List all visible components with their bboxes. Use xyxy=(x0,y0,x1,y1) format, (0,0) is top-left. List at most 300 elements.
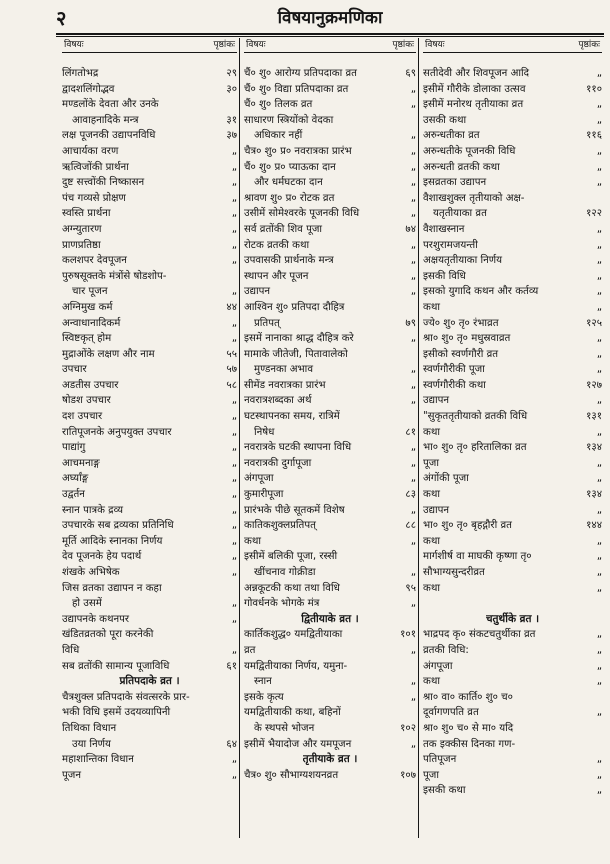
entry-subject: पतिपूजन xyxy=(423,754,457,766)
entry-subject: चैत्र० शु० प्र० नवरात्रका प्रारंभ xyxy=(244,145,352,157)
index-entry xyxy=(244,721,416,737)
entry-subject: अन्वाधानादिकर्म xyxy=(62,317,121,329)
entry-subject: प्रतिपत् xyxy=(254,317,280,329)
entry-page: „ xyxy=(410,208,416,220)
entry-subject: वैशाखशुक्ल तृतीयाको अक्ष- xyxy=(423,192,525,204)
entry-page: „ xyxy=(231,411,237,423)
entry-page: „ xyxy=(231,598,237,610)
entry-page: ८३ xyxy=(405,489,416,501)
entry-subject: कातिकशुक्लप्रतिपत् xyxy=(244,520,316,532)
section-heading xyxy=(244,752,416,768)
index-entry xyxy=(62,752,237,768)
entry-subject: नवरात्रके घटकी स्थापना विधि xyxy=(244,442,352,454)
entry-page: „ xyxy=(231,161,237,173)
index-entry xyxy=(244,316,416,332)
index-entry xyxy=(423,549,602,565)
index-entry xyxy=(62,206,237,222)
entry-page: „ xyxy=(596,145,602,157)
entry-subject: मुण्डनका अभाव xyxy=(254,364,313,376)
entry-subject: पुरुषसूक्तके मंत्रोंसे षोडशोप- xyxy=(62,270,167,282)
column-header-subject: विषयः xyxy=(64,40,84,50)
entry-subject: लक्ष पूजनकी उद्यापनविधि xyxy=(62,130,156,142)
entry-page: ६९ xyxy=(405,68,416,79)
entry-page: „ xyxy=(596,426,602,438)
entry-subject: भाद्रपद कृ० संकटचतुर्थीका व्रत xyxy=(423,629,536,641)
entry-subject: उद्यापन xyxy=(244,286,271,298)
entry-subject: पंच गव्यसे प्रोक्षण xyxy=(62,192,126,204)
entry-subject: उपचार xyxy=(62,364,87,376)
index-column-3 xyxy=(418,38,604,838)
index-entry xyxy=(423,783,602,799)
index-column-2 xyxy=(239,38,418,838)
index-entry xyxy=(423,643,602,659)
index-entry xyxy=(62,565,237,581)
column-header-page: पृष्ठांकः xyxy=(392,40,414,50)
entry-subject: मार्गशीर्ष वा माघकी कृष्णा तृ० xyxy=(423,551,532,563)
index-entry xyxy=(423,269,602,285)
entry-subject: तृतीयाके व्रत । xyxy=(302,753,358,766)
entry-page: १२५ xyxy=(586,317,602,329)
entry-subject: पूजा xyxy=(423,457,439,469)
entry-subject: स्वर्णगौरीकी कथा xyxy=(423,379,486,391)
entry-page: १०७ xyxy=(400,769,416,781)
entry-subject: इसव्रतका उद्यापन xyxy=(423,177,487,189)
entry-subject: इसीमें मनोरथ तृतीयाका व्रत xyxy=(423,99,524,111)
index-entry xyxy=(62,768,237,784)
column-header-page: पृष्ठांकः xyxy=(213,40,235,50)
column-header xyxy=(423,38,602,53)
entry-subject: चैत्र० शु० सौभाग्यशयनव्रत xyxy=(244,769,339,781)
index-entry xyxy=(423,721,602,737)
entry-page: „ xyxy=(596,769,602,781)
index-entry xyxy=(423,518,602,534)
index-entry xyxy=(62,144,237,160)
entry-page: „ xyxy=(410,504,416,516)
index-rows xyxy=(244,66,416,783)
entry-subject: के स्थपसे भोजन xyxy=(254,722,315,734)
index-entry xyxy=(62,238,237,254)
entry-subject: परशुरामजयन्ती xyxy=(423,239,478,251)
entry-subject: कथा xyxy=(244,535,261,547)
entry-subject: व्रत xyxy=(244,644,256,656)
index-entry xyxy=(62,409,237,425)
entry-subject: प्रतिपदाके व्रत । xyxy=(119,675,180,688)
entry-page: „ xyxy=(410,255,416,267)
entry-page: ५५ xyxy=(226,348,237,360)
entry-subject: ज्ये० शु० तृ० रंभाव्रत xyxy=(423,317,499,329)
entry-page: „ xyxy=(410,99,416,111)
entry-page: १३४ xyxy=(586,442,602,454)
entry-page: „ xyxy=(410,239,416,251)
entry-page: „ xyxy=(231,613,237,625)
entry-subject: प्रारंभके पीछे सूतकमें विशेष xyxy=(244,504,345,516)
entry-page: ८१ xyxy=(405,426,416,438)
index-entry xyxy=(423,752,602,768)
index-entry xyxy=(423,456,602,472)
entry-page: „ xyxy=(410,676,416,688)
entry-page: „ xyxy=(231,457,237,469)
entry-page: „ xyxy=(231,192,237,204)
entry-page: „ xyxy=(596,239,602,251)
column-header xyxy=(62,38,237,53)
entry-subject: कथा xyxy=(423,301,440,313)
entry-subject: अधिकार नहीं xyxy=(254,130,303,142)
entry-page: ३० xyxy=(226,83,237,95)
entry-subject: मण्डलोंके देवता और उनके xyxy=(62,99,159,111)
page-header xyxy=(56,4,604,32)
entry-page: „ xyxy=(596,348,602,360)
entry-page: „ xyxy=(596,785,602,797)
entry-page: १०२ xyxy=(400,722,416,734)
index-entry xyxy=(244,82,416,98)
entry-page: „ xyxy=(410,192,416,204)
entry-page: ३१ xyxy=(226,114,237,126)
entry-subject: कथा xyxy=(423,535,440,547)
entry-subject: व्रतकी विधि: xyxy=(423,644,469,656)
index-entry xyxy=(244,768,416,784)
entry-subject: जिस व्रतका उद्यापन न कहा xyxy=(62,582,162,594)
entry-page: „ xyxy=(596,457,602,469)
entry-page: ६१ xyxy=(226,660,237,672)
entry-page: „ xyxy=(231,520,237,532)
entry-subject: उद्यापनके कथनपर xyxy=(62,613,130,625)
entry-subject: पूजा xyxy=(423,769,439,781)
entry-page: „ xyxy=(231,239,237,251)
index-entry xyxy=(62,659,237,675)
index-entry xyxy=(423,565,602,581)
index-entry xyxy=(244,222,416,238)
entry-subject: आचार्यका वरण xyxy=(62,145,119,157)
entry-subject: नवरात्रकी दुर्गापूजा xyxy=(244,457,312,469)
index-entry xyxy=(62,160,237,176)
entry-subject: पाद्यांगु xyxy=(62,442,86,454)
index-entry xyxy=(423,393,602,409)
entry-page: „ xyxy=(596,707,602,719)
entry-subject: उया निर्णय xyxy=(72,738,111,750)
index-entry xyxy=(62,393,237,409)
index-entry xyxy=(423,674,602,690)
entry-page: „ xyxy=(596,301,602,313)
index-entry xyxy=(244,144,416,160)
index-entry xyxy=(423,316,602,332)
entry-subject: चैं० शु० तिलक व्रत xyxy=(244,99,313,111)
index-entry xyxy=(62,300,237,316)
entry-page: „ xyxy=(410,161,416,173)
entry-subject: श्रा० वा० कार्ति० शु० च० xyxy=(423,691,513,703)
index-entry xyxy=(423,690,602,706)
entry-page: „ xyxy=(596,114,602,126)
entry-page: १४४ xyxy=(586,520,602,532)
entry-page: „ xyxy=(596,364,602,376)
index-entry xyxy=(62,596,237,612)
entry-subject: कथा xyxy=(423,489,440,501)
entry-subject: षोडश उपचार xyxy=(62,395,111,407)
index-entry xyxy=(244,737,416,753)
entry-page: „ xyxy=(410,738,416,750)
entry-subject: उद्यापन xyxy=(423,504,450,516)
entry-subject: आवाहनादिके मन्त्र xyxy=(72,114,139,126)
entry-subject: अन्नकूटकी कथा तथा विधि xyxy=(244,582,340,594)
entry-page: ७४ xyxy=(405,223,416,235)
index-entry xyxy=(423,284,602,300)
index-entry xyxy=(244,269,416,285)
index-entry xyxy=(62,66,237,82)
index-entry xyxy=(423,581,602,597)
entry-subject: चैं० शु० प्र० प्याऊका दान xyxy=(244,161,336,173)
index-entry xyxy=(62,113,237,129)
index-entry xyxy=(423,440,602,456)
entry-page: „ xyxy=(596,473,602,485)
index-entry xyxy=(423,596,602,612)
entry-subject: चैं० शु० विद्या प्रतिपदाका व्रत xyxy=(244,83,349,95)
index-entry xyxy=(423,97,602,113)
entry-page: „ xyxy=(231,286,237,298)
entry-subject: इसके कृत्य xyxy=(244,691,284,703)
entry-subject: यमद्वितीयाका निर्णय, यमुना- xyxy=(244,660,348,672)
entry-subject: अरुन्धतीका व्रत xyxy=(423,130,480,142)
entry-page: १२७ xyxy=(586,379,602,391)
entry-subject: लिंगतोभद्र xyxy=(62,68,99,79)
index-entry xyxy=(62,518,237,534)
entry-subject: भकी विधि इसमें उदयव्यापिनी xyxy=(62,707,171,719)
index-entry xyxy=(244,425,416,441)
entry-page: ४४ xyxy=(226,301,237,313)
entry-page: „ xyxy=(231,395,237,407)
entry-subject: ऋत्विजोंकी प्रार्थना xyxy=(62,161,129,173)
index-entry xyxy=(62,269,237,285)
entry-page: „ xyxy=(231,473,237,485)
index-entry xyxy=(62,549,237,565)
entry-page: „ xyxy=(231,551,237,563)
entry-subject: गोवर्धनके भोगके मंत्र xyxy=(244,598,320,610)
entry-page: „ xyxy=(596,161,602,173)
index-entry xyxy=(62,643,237,659)
index-entry xyxy=(423,253,602,269)
index-entry xyxy=(244,284,416,300)
entry-page: „ xyxy=(596,504,602,516)
entry-subject: मामाके जीतेजी, पितावालेको xyxy=(244,348,348,360)
entry-page: „ xyxy=(596,333,602,345)
entry-subject: इसीमें भैयादोज और यमपूजन xyxy=(244,738,352,750)
entry-subject: अरुन्धतीके पूजनकी विधि xyxy=(423,145,516,157)
index-entry xyxy=(423,425,602,441)
entry-subject: कथा xyxy=(423,426,440,438)
index-entry xyxy=(244,565,416,581)
index-entry xyxy=(244,643,416,659)
entry-page: „ xyxy=(410,473,416,485)
entry-page: „ xyxy=(231,255,237,267)
index-entry xyxy=(423,471,602,487)
entry-subject: कलशपर देवपूजन xyxy=(62,255,127,267)
entry-page: „ xyxy=(410,395,416,407)
entry-subject: विधि xyxy=(62,644,80,656)
index-entry xyxy=(244,518,416,534)
entry-subject: इसकी विधि xyxy=(423,270,466,282)
entry-page: „ xyxy=(596,270,602,282)
entry-subject: स्वर्णगौरीकी पूजा xyxy=(423,364,485,376)
entry-page: „ xyxy=(596,177,602,189)
index-entry xyxy=(244,191,416,207)
entry-subject: उद्यापन xyxy=(423,395,450,407)
index-entry xyxy=(244,690,416,706)
entry-subject: अंगपूजा xyxy=(423,660,453,672)
entry-subject: अग्न्युतारण xyxy=(62,223,102,235)
entry-subject: अर्घ्यांङ्ग xyxy=(62,473,89,485)
entry-subject: सीमेंड नवरात्रका प्रारंभ xyxy=(244,379,326,391)
entry-page: „ xyxy=(231,535,237,547)
entry-subject: कथा xyxy=(423,582,440,594)
index-entry xyxy=(423,113,602,129)
entry-subject: द्वितीयाके व्रत । xyxy=(301,612,359,625)
entry-subject: द्वादशलिंगोद्भव xyxy=(62,83,115,95)
entry-subject: उसकी कथा xyxy=(423,114,467,126)
index-entry xyxy=(423,191,602,207)
entry-subject: खींचनाव गोक्रीडा xyxy=(254,567,316,578)
entry-subject: उद्वर्तन xyxy=(62,489,85,501)
index-rows xyxy=(423,66,602,799)
entry-subject: हो उसमें xyxy=(72,598,102,610)
index-entry xyxy=(244,393,416,409)
entry-page: „ xyxy=(231,567,237,578)
entry-subject: स्वस्ति प्रार्थना xyxy=(62,208,111,220)
entry-page: „ xyxy=(231,504,237,516)
section-heading xyxy=(423,612,602,628)
entry-page: „ xyxy=(231,769,237,781)
index-entry xyxy=(62,581,237,597)
entry-subject: दुष्ट सत्त्वोंकी निष्कासन xyxy=(62,177,145,189)
entry-page: „ xyxy=(410,177,416,189)
index-entry xyxy=(244,300,416,316)
entry-page: ११६ xyxy=(586,130,602,142)
index-entry xyxy=(423,659,602,675)
entry-subject: कुमारीपूजा xyxy=(244,489,284,501)
column-header xyxy=(244,38,416,53)
entry-page: „ xyxy=(596,99,602,111)
index-entry xyxy=(423,705,602,721)
column-header-page: पृष्ठांकः xyxy=(578,40,600,50)
entry-subject: स्नान पात्रके द्रव्य xyxy=(62,504,123,516)
index-entry xyxy=(244,238,416,254)
entry-page: २९ xyxy=(226,68,237,79)
page-number: २ xyxy=(56,6,67,30)
entry-subject: मूर्ति आदिके स्नानका निर्णय xyxy=(62,535,163,547)
entry-subject: उसीमें सोमेश्वरके पूजनकी विधि xyxy=(244,208,360,220)
index-entry xyxy=(62,440,237,456)
entry-subject: इसमें नानाका श्राद्ध दौहित्र करे xyxy=(244,333,354,345)
index-entry xyxy=(244,331,416,347)
index-entry xyxy=(244,627,416,643)
entry-page: „ xyxy=(231,317,237,329)
entry-page: „ xyxy=(410,130,416,142)
index-entry xyxy=(423,160,602,176)
index-entry xyxy=(423,82,602,98)
index-entry xyxy=(62,222,237,238)
index-entry xyxy=(423,206,602,222)
entry-page: „ xyxy=(596,551,602,563)
entry-page: „ xyxy=(596,629,602,641)
index-entry xyxy=(423,487,602,503)
entry-subject: सब व्रतोंकी सामान्य पूजाविधि xyxy=(62,660,170,672)
entry-subject: स्थापन और पूजन xyxy=(244,270,309,282)
index-entry xyxy=(423,737,602,753)
entry-page: „ xyxy=(410,442,416,454)
entry-subject: भा० शु० तृ० हरितालिका व्रत xyxy=(423,442,527,454)
entry-page: „ xyxy=(231,208,237,220)
entry-page: „ xyxy=(231,489,237,501)
index-entry xyxy=(62,362,237,378)
index-entry xyxy=(244,705,416,721)
index-entry xyxy=(423,66,602,82)
entry-subject: तिथिका विधान xyxy=(62,722,117,734)
index-columns xyxy=(56,38,604,838)
entry-page: „ xyxy=(596,660,602,672)
index-entry xyxy=(62,456,237,472)
entry-page: ३७ xyxy=(226,130,237,142)
entry-page: „ xyxy=(596,676,602,688)
entry-subject: अक्षयतृतीयाका निर्णय xyxy=(423,255,503,267)
index-entry xyxy=(62,612,237,628)
index-entry xyxy=(62,721,237,737)
index-entry xyxy=(423,347,602,363)
index-entry xyxy=(244,128,416,144)
entry-subject: श्रा० शु० च० से मा० यदि xyxy=(423,722,514,734)
index-entry xyxy=(62,534,237,550)
index-entry xyxy=(244,503,416,519)
entry-subject: शंखके अभिषेक xyxy=(62,567,120,578)
index-entry xyxy=(244,581,416,597)
index-entry xyxy=(423,362,602,378)
entry-page: १३१ xyxy=(586,411,602,423)
index-entry xyxy=(423,300,602,316)
index-entry xyxy=(244,175,416,191)
entry-page: „ xyxy=(410,83,416,95)
entry-subject: दूर्वागणपति व्रत xyxy=(423,707,479,719)
page-title: विषयानुक्रमणिका xyxy=(277,8,383,28)
entry-subject: उपचारके सब द्रव्यका प्रतिनिधि xyxy=(62,520,174,532)
entry-subject: वैशाखस्नान xyxy=(423,223,465,235)
index-entry xyxy=(423,222,602,238)
entry-subject: सतीदेवी और शिवपूजन आदि xyxy=(423,68,530,79)
index-entry xyxy=(62,705,237,721)
section-heading xyxy=(244,612,416,628)
entry-subject: श्रावण शु० प्र० रोटक व्रत xyxy=(244,192,335,204)
entry-subject: उपवासकी प्रार्थनाके मन्त्र xyxy=(244,255,334,267)
entry-subject: कार्तिकशुद्ध० यमद्वितीयाका xyxy=(244,629,343,641)
index-entry xyxy=(244,471,416,487)
index-entry xyxy=(62,503,237,519)
entry-subject: सौभाग्यसुन्दरीव्रत xyxy=(423,567,485,578)
index-entry xyxy=(244,160,416,176)
entry-subject: प्राणप्रतिष्ठा xyxy=(62,239,101,251)
entry-subject: और धर्मघटका दान xyxy=(254,177,323,189)
index-entry xyxy=(62,425,237,441)
index-entry xyxy=(62,128,237,144)
entry-page: „ xyxy=(410,644,416,656)
entry-page: „ xyxy=(410,535,416,547)
index-entry xyxy=(62,82,237,98)
entry-page: „ xyxy=(596,395,602,407)
entry-subject: इसीमें गौरीके डोलाका उत्सव xyxy=(423,83,526,95)
section-heading xyxy=(62,674,237,690)
index-entry xyxy=(244,440,416,456)
entry-page: ५८ xyxy=(226,379,237,391)
entry-page: „ xyxy=(410,333,416,345)
entry-subject: रातिपूजनके अनुपयुक्त उपचार xyxy=(62,426,172,438)
index-entry xyxy=(62,284,237,300)
entry-subject: स्विष्टकृत् होम xyxy=(62,333,112,345)
index-entry xyxy=(423,378,602,394)
column-header-subject: विषयः xyxy=(425,40,445,50)
